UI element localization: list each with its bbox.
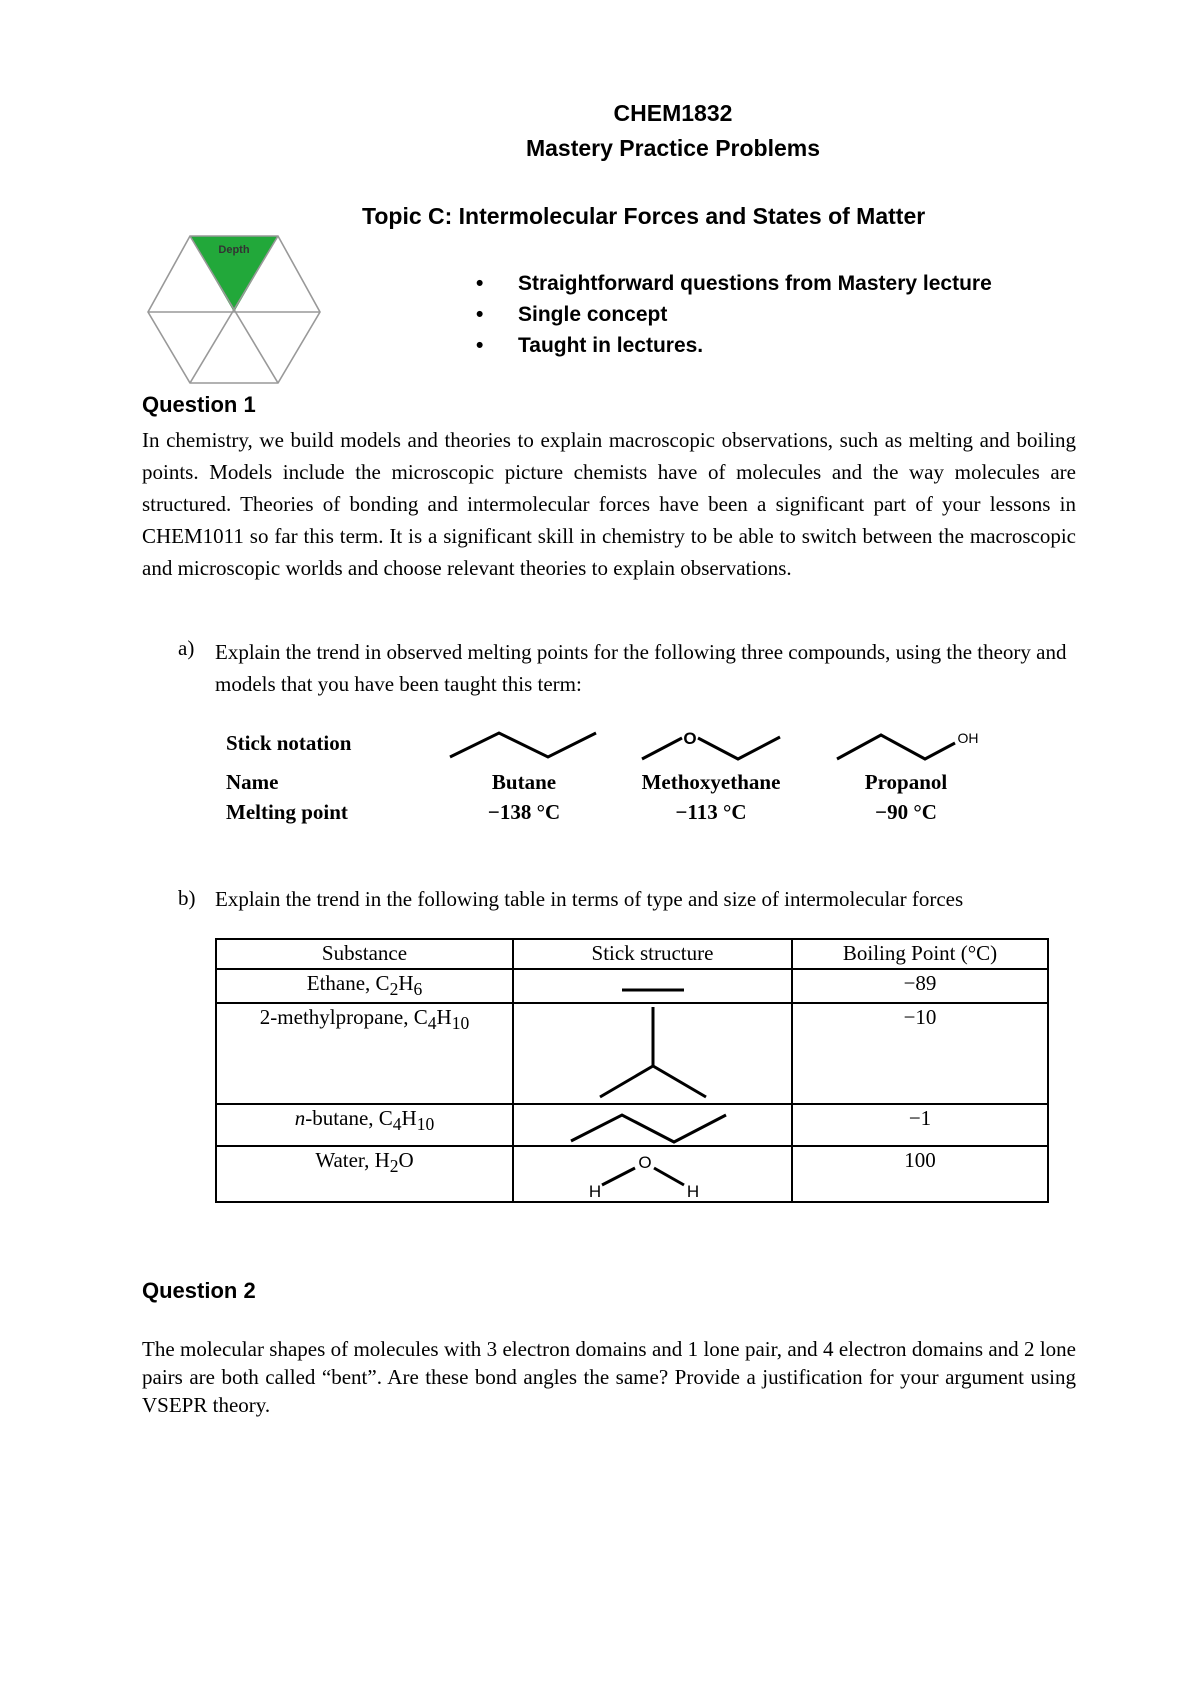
italic-prefix: n bbox=[294, 1106, 306, 1131]
substance-name: Ethane, C bbox=[306, 971, 390, 995]
topic-title: Topic C: Intermolecular Forces and States of Matter bbox=[362, 203, 926, 229]
water-hydrogen-label: H bbox=[686, 1182, 700, 1202]
substance-name: -butane, C bbox=[305, 1106, 393, 1131]
substance-name-part: H bbox=[436, 1005, 452, 1030]
methoxyethane-structure bbox=[638, 726, 786, 766]
boiling-point-cell: −89 bbox=[792, 969, 1048, 1003]
substance-cell bbox=[216, 969, 513, 1003]
table-header-row bbox=[216, 939, 1048, 969]
stick-notation-label: Stick notation bbox=[226, 731, 352, 755]
boiling-point-cell: 100 bbox=[792, 1146, 1048, 1202]
substance-cell bbox=[216, 1104, 513, 1146]
question-2-text: The molecular shapes of molecules with 3 electron domains and 1 lone pair, and 4 electron domains and 2 lone pairs are both called “bent”. Are these bond angles the same? Provide a justification for your argument using VSEPR theory. bbox=[142, 1337, 1076, 1417]
question-1-intro: In chemistry, we build models and theories to explain macroscopic observations, such as melting and boiling points. Models include the microscopic picture chemists have of molecules and the way molecules are structured. Theories of bonding and intermolecular forces have been a significant part of your lessons in CHEM1011 so far this term. It is a significant skill in chemistry to be able to switch between the macroscopic and microscopic worlds and choose relevant theories to explain observations. bbox=[142, 428, 1076, 580]
structure-cell bbox=[513, 1104, 792, 1146]
column-header-boiling-point: Boiling Point (°C) bbox=[792, 939, 1048, 969]
boiling-point-table bbox=[215, 938, 1049, 1203]
substance-cell bbox=[216, 1003, 513, 1104]
oxygen-atom-label: O bbox=[683, 729, 697, 748]
structure-cell bbox=[513, 1003, 792, 1104]
table-row bbox=[216, 1146, 1048, 1202]
substance-name: 2-methylpropane, C bbox=[259, 1005, 428, 1030]
structure-cell bbox=[513, 1146, 792, 1202]
n-butane-structure bbox=[514, 1105, 791, 1145]
melting-point-propanol: −90 °C bbox=[875, 800, 937, 824]
water-oxygen-label: O bbox=[638, 1153, 652, 1173]
compound-name-propanol: Propanol bbox=[864, 770, 948, 794]
substance-cell bbox=[216, 1146, 513, 1202]
subscript: 2 bbox=[389, 979, 399, 1000]
water-structure bbox=[514, 1147, 791, 1201]
table-row bbox=[216, 1003, 1048, 1104]
criteria-item: • Single concept bbox=[476, 299, 992, 330]
subscript: 2 bbox=[389, 1156, 399, 1177]
compound-name-methoxyethane: Methoxyethane bbox=[641, 770, 781, 794]
butane-structure bbox=[446, 726, 600, 762]
column-header-stick-structure: Stick structure bbox=[513, 939, 792, 969]
column-header-substance: Substance bbox=[216, 939, 513, 969]
water-hydrogen-label: H bbox=[588, 1182, 602, 1202]
substance-name-part: H bbox=[401, 1106, 417, 1131]
criteria-item: • Straightforward questions from Mastery lecture bbox=[476, 268, 992, 299]
table-row bbox=[216, 969, 1048, 1003]
part-a-label: a) bbox=[178, 636, 195, 660]
criteria-list bbox=[476, 268, 992, 361]
question-1-heading: Question 1 bbox=[142, 392, 256, 417]
depth-hexagon-diagram bbox=[146, 233, 322, 385]
subscript: 6 bbox=[413, 979, 423, 1000]
subscript: 4 bbox=[392, 1114, 402, 1135]
table-row bbox=[216, 1104, 1048, 1146]
question-2-heading: Question 2 bbox=[142, 1278, 256, 1303]
part-b-label: b) bbox=[178, 886, 196, 910]
name-label: Name bbox=[226, 770, 279, 794]
melting-point-methoxyethane: −113 °C bbox=[675, 800, 747, 824]
compound-name-butane: Butane bbox=[491, 770, 557, 794]
2-methylpropane-structure bbox=[514, 1004, 791, 1102]
part-b-text: Explain the trend in the following table in terms of type and size of intermolecular forces bbox=[215, 887, 964, 911]
course-code: CHEM1832 bbox=[613, 100, 733, 126]
boiling-point-cell: −10 bbox=[792, 1003, 1048, 1104]
part-a-text: Explain the trend in observed melting points for the following three compounds, using the theory and models that you have been taught this term: bbox=[215, 640, 1067, 696]
document-title: Mastery Practice Problems bbox=[525, 135, 821, 161]
melting-point-butane: −138 °C bbox=[487, 800, 561, 824]
structure-cell bbox=[513, 969, 792, 1003]
propanol-structure bbox=[833, 726, 993, 766]
substance-name: Water, H bbox=[315, 1148, 390, 1173]
depth-label: Depth bbox=[218, 244, 250, 256]
melting-point-label: Melting point bbox=[226, 800, 348, 824]
subscript: 10 bbox=[451, 1013, 470, 1034]
substance-name-part: O bbox=[398, 1148, 414, 1173]
criteria-item: • Taught in lectures. bbox=[476, 330, 992, 361]
hydroxyl-label: OH bbox=[957, 730, 979, 746]
ethane-structure bbox=[514, 970, 791, 998]
substance-name-part: H bbox=[398, 971, 414, 995]
subscript: 4 bbox=[427, 1013, 437, 1034]
boiling-point-cell: −1 bbox=[792, 1104, 1048, 1146]
subscript: 10 bbox=[416, 1114, 435, 1135]
